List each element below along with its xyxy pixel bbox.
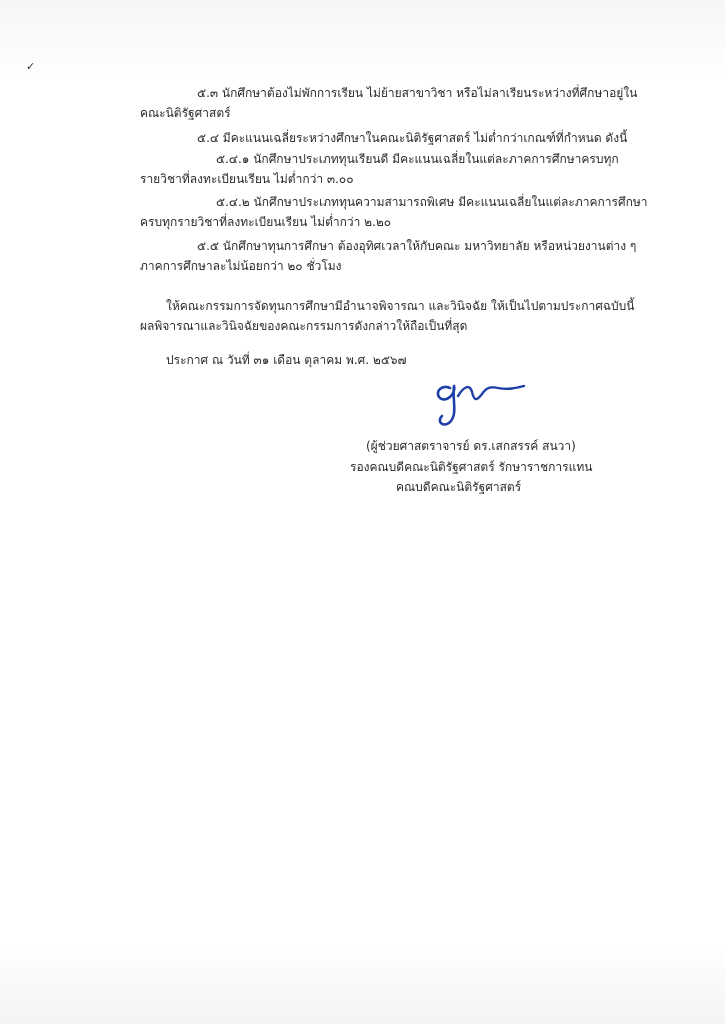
signer-position: รองคณบดีคณะนิติรัฐศาสตร์ รักษาราชการแทน: [350, 460, 593, 474]
signer-name: (ผู้ช่วยศาสตราจารย์ ดร.เสกสรรค์ สนวา): [366, 439, 576, 453]
check-mark-icon: ✓: [26, 60, 36, 73]
clause-5-4: ๕.๔ มีคะแนนเฉลี่ยระหว่างศึกษาในคณะนิติรัฐศาสตร์ ไม่ต่ำกว่าเกณฑ์ที่กำหนด ดังนี้: [197, 131, 628, 145]
clause-5-4-1-line-1: ๕.๔.๑ นักศึกษาประเภททุนเรียนดี มีคะแนนเฉลี่ยในแต่ละภาคการศึกษาครบทุก: [216, 152, 619, 166]
clause-5-3-line-2: คณะนิติรัฐศาสตร์: [140, 106, 231, 120]
clause-5-3-line-1: ๕.๓ นักศึกษาต้องไม่พักการเรียน ไม่ย้ายสาขาวิชา หรือไม่ลาเรียนระหว่างที่ศึกษาอยู่ใน: [197, 86, 638, 100]
handwritten-signature: [428, 370, 528, 434]
authority-paragraph-line-1: ให้คณะกรรมการจัดทุนการศึกษามีอำนาจพิจารณา และวินิจฉัย ให้เป็นไปตามประกาศฉบับนี้: [166, 299, 635, 313]
announcement-date: ประกาศ ณ วันที่ ๓๑ เดือน ตุลาคม พ.ศ. ๒๕๖๗: [166, 353, 407, 367]
clause-5-4-1-line-2: รายวิชาที่ลงทะเบียนเรียน ไม่ต่ำกว่า ๓.๐๐: [140, 172, 354, 186]
clause-5-5-line-2: ภาคการศึกษาละไม่น้อยกว่า ๒๐ ชั่วโมง: [140, 259, 342, 273]
clause-5-4-2-line-2: ครบทุกรายวิชาที่ลงทะเบียนเรียน ไม่ต่ำกว่า ๒.๒๐: [140, 215, 392, 229]
clause-5-5-line-1: ๕.๕ นักศึกษาทุนการศึกษา ต้องอุทิศเวลาให้กับคณะ มหาวิทยาลัย หรือหน่วยงานต่าง ๆ: [197, 239, 637, 253]
signer-acting-title: คณบดีคณะนิติรัฐศาสตร์: [396, 480, 522, 494]
authority-paragraph-line-2: ผลพิจารณาและวินิจฉัยของคณะกรรมการดังกล่าวให้ถือเป็นที่สุด: [140, 319, 468, 333]
clause-5-4-2-line-1: ๕.๔.๒ นักศึกษาประเภททุนความสามารถพิเศษ มีคะแนนเฉลี่ยในแต่ละภาคการศึกษา: [216, 195, 648, 209]
